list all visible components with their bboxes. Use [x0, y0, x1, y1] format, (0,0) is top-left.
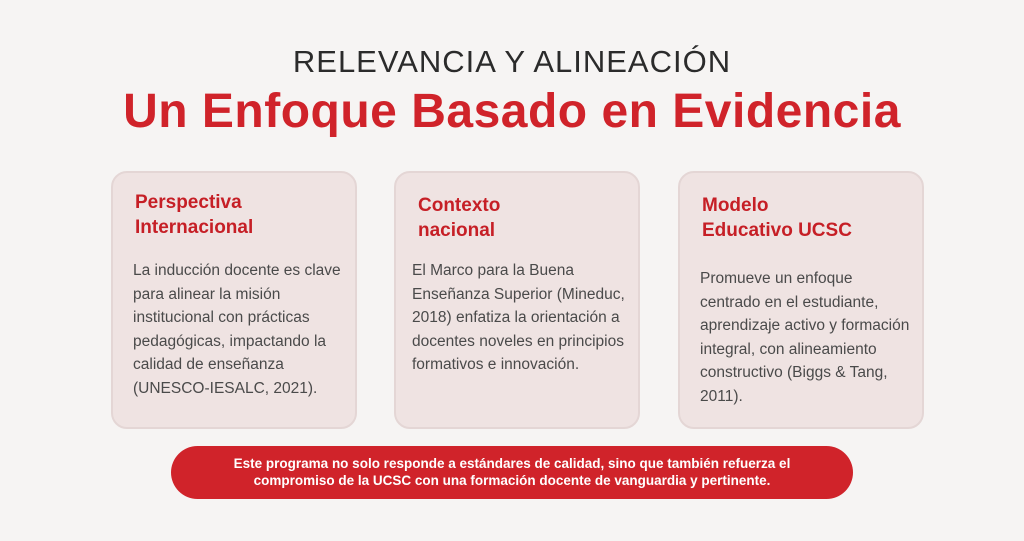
card-title-line: nacional	[418, 220, 496, 241]
card-title	[702, 193, 912, 243]
card-body: El Marco para la Buena Enseñanza Superior (Mineduc, 2018) enfatiza la orientación a docentes noveles en principios formativos e innovación.	[412, 262, 625, 373]
section-eyebrow: RELEVANCIA Y ALINEACIÓN	[292, 44, 732, 79]
card-title-line: Modelo	[702, 195, 769, 216]
card-body: La inducción docente es clave para alinear la misión institucional con prácticas pedagógicas, impactando la calidad de enseñanza (UNESCO-IESALC, 2021).	[133, 262, 341, 397]
card-body: Promueve un enfoque centrado en el estudiante, aprendizaje activo y formación integral, con alineamiento constructivo (Biggs & Tang, 2011).	[700, 270, 910, 405]
page-title: Un Enfoque Basado en Evidencia	[123, 85, 901, 138]
card-title-line: Perspectiva	[135, 192, 242, 213]
card-educational-model	[678, 171, 924, 429]
card-title-line: Contexto	[418, 195, 501, 216]
card-title	[135, 190, 345, 240]
card-title	[418, 193, 628, 243]
summary-banner: Este programa no solo responde a estándares de calidad, sino que también refuerza el compromiso de la UCSC con una formación docente de vanguardia y pertinente.	[171, 446, 853, 499]
card-international-perspective	[111, 171, 357, 429]
card-title-line: Internacional	[135, 217, 254, 238]
card-national-context	[394, 171, 640, 429]
card-title-line: Educativo UCSC	[702, 220, 852, 241]
